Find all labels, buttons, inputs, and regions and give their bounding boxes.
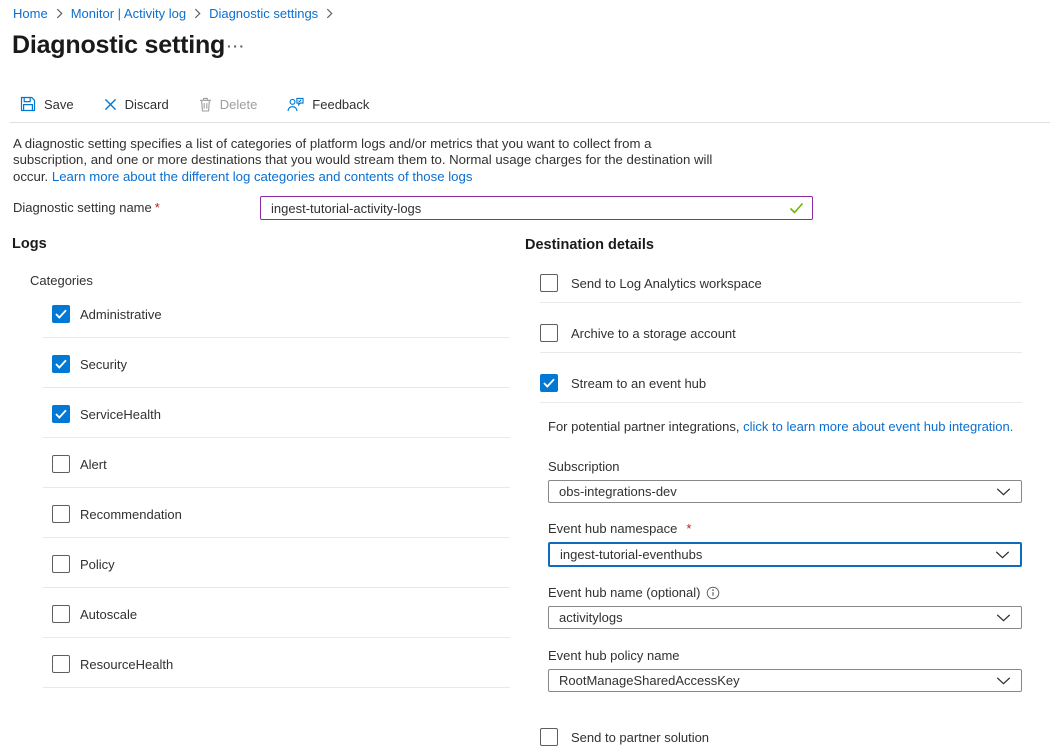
learn-more-link[interactable]: Learn more about the different log categories and contents of those logs	[51, 168, 473, 184]
save-button[interactable]	[20, 96, 74, 112]
event-hub-name-field	[548, 585, 1025, 629]
checkbox-event-hub[interactable]	[540, 374, 558, 392]
chevron-down-icon	[995, 551, 1010, 559]
feedback-label: Feedback	[312, 96, 370, 112]
info-icon[interactable]	[706, 586, 720, 600]
save-label: Save	[44, 96, 74, 112]
subscription-label: Subscription	[548, 459, 620, 474]
checkbox-partner-solution[interactable]	[540, 728, 558, 746]
event-hub-namespace-select[interactable]	[548, 542, 1022, 567]
category-row-servicehealth	[43, 405, 510, 438]
delete-label: Delete	[219, 96, 258, 112]
feedback-button[interactable]	[287, 97, 369, 112]
partner-integration-text: For potential partner integrations, click to learn more about event hub integration.	[548, 419, 1014, 434]
checkbox-alert[interactable]	[52, 455, 70, 473]
event-hub-namespace-value: ingest-tutorial-eventhubs	[560, 547, 703, 562]
toolbar-divider	[10, 122, 1050, 123]
command-bar	[20, 96, 369, 112]
category-row-autoscale	[43, 605, 510, 638]
valid-check-icon	[789, 202, 804, 214]
chevron-right-icon	[56, 8, 63, 19]
logs-title: Logs	[12, 236, 47, 252]
category-label: ServiceHealth	[80, 406, 161, 422]
checkbox-autoscale[interactable]	[52, 605, 70, 623]
description-text	[13, 136, 719, 185]
category-row-recommendation	[43, 505, 510, 538]
destination-section	[525, 237, 1025, 751]
event-hub-policy-field	[548, 648, 1025, 692]
required-asterisk: *	[154, 200, 160, 215]
event-hub-name-label: Event hub name (optional)	[548, 585, 1025, 600]
category-row-administrative	[43, 305, 510, 338]
categories-label: Categories	[30, 273, 93, 288]
event-hub-name-value: activitylogs	[559, 610, 623, 625]
discard-label: Discard	[124, 96, 169, 112]
destination-label: Archive to a storage account	[571, 325, 736, 341]
trash-icon	[199, 97, 212, 112]
description-body: A diagnostic setting specifies a list of categories of platform logs and/or metrics that you want to collect from a subscription, and one or more destinations that you would stream them to. Normal usage charges for the destination will occur.	[13, 136, 713, 184]
logs-section	[12, 236, 517, 688]
category-row-security	[43, 355, 510, 388]
checkbox-servicehealth[interactable]	[52, 405, 70, 423]
category-label: Autoscale	[80, 606, 138, 622]
subscription-field	[548, 459, 1025, 503]
checkbox-storage-account[interactable]	[540, 324, 558, 342]
diagnostic-setting-name-label: Diagnostic setting name *	[13, 200, 160, 215]
checkbox-log-analytics[interactable]	[540, 274, 558, 292]
category-label: ResourceHealth	[80, 656, 174, 672]
destination-label: Stream to an event hub	[571, 375, 707, 391]
partner-solution-label: Send to partner solution	[571, 729, 710, 745]
category-list	[43, 305, 517, 688]
feedback-person-icon	[287, 97, 304, 112]
subscription-select[interactable]	[548, 480, 1022, 503]
overflow-menu-button[interactable]: ···	[227, 38, 246, 54]
breadcrumb-diagnostic-settings[interactable]: Diagnostic settings	[209, 6, 319, 21]
save-icon	[20, 96, 36, 112]
checkbox-administrative[interactable]	[52, 305, 70, 323]
destination-label: Send to Log Analytics workspace	[571, 275, 762, 291]
category-label: Administrative	[80, 306, 162, 322]
destination-row-storage-account	[540, 324, 1022, 353]
event-hub-policy-label: Event hub policy name	[548, 648, 680, 663]
event-hub-namespace-field	[548, 521, 1025, 567]
discard-x-icon	[104, 98, 117, 111]
event-hub-integration-link[interactable]: click to learn more about event hub integration.	[743, 419, 1014, 434]
chevron-down-icon	[996, 677, 1011, 685]
category-row-alert	[43, 455, 510, 488]
destination-row-event-hub	[540, 374, 1022, 403]
category-row-policy	[43, 555, 510, 588]
event-hub-policy-value: RootManageSharedAccessKey	[559, 673, 740, 688]
required-asterisk: *	[686, 521, 692, 536]
breadcrumb	[13, 6, 333, 21]
partner-solution-row	[540, 728, 1022, 751]
checkbox-policy[interactable]	[52, 555, 70, 573]
category-label: Security	[80, 356, 127, 372]
event-hub-namespace-label: Event hub namespace *	[548, 521, 692, 536]
checkbox-recommendation[interactable]	[52, 505, 70, 523]
event-hub-policy-select[interactable]	[548, 669, 1022, 692]
category-label: Alert	[80, 456, 107, 472]
checkbox-resourcehealth[interactable]	[52, 655, 70, 673]
chevron-right-icon	[326, 8, 333, 19]
subscription-value: obs-integrations-dev	[559, 484, 677, 499]
breadcrumb-home[interactable]: Home	[13, 6, 48, 21]
destination-row-log-analytics	[540, 274, 1022, 303]
checkbox-security[interactable]	[52, 355, 70, 373]
category-label: Recommendation	[80, 506, 182, 522]
page-title: Diagnostic setting	[12, 31, 226, 59]
destination-title: Destination details	[525, 237, 654, 253]
category-row-resourcehealth	[43, 655, 510, 688]
delete-button[interactable]	[199, 97, 258, 112]
diagnostic-setting-name-input[interactable]	[260, 196, 813, 220]
breadcrumb-monitor-activity-log[interactable]: Monitor | Activity log	[70, 6, 187, 21]
chevron-down-icon	[996, 614, 1011, 622]
chevron-right-icon	[194, 8, 201, 19]
event-hub-name-select[interactable]	[548, 606, 1022, 629]
category-label: Policy	[80, 556, 115, 572]
chevron-down-icon	[996, 488, 1011, 496]
discard-button[interactable]	[104, 97, 169, 112]
